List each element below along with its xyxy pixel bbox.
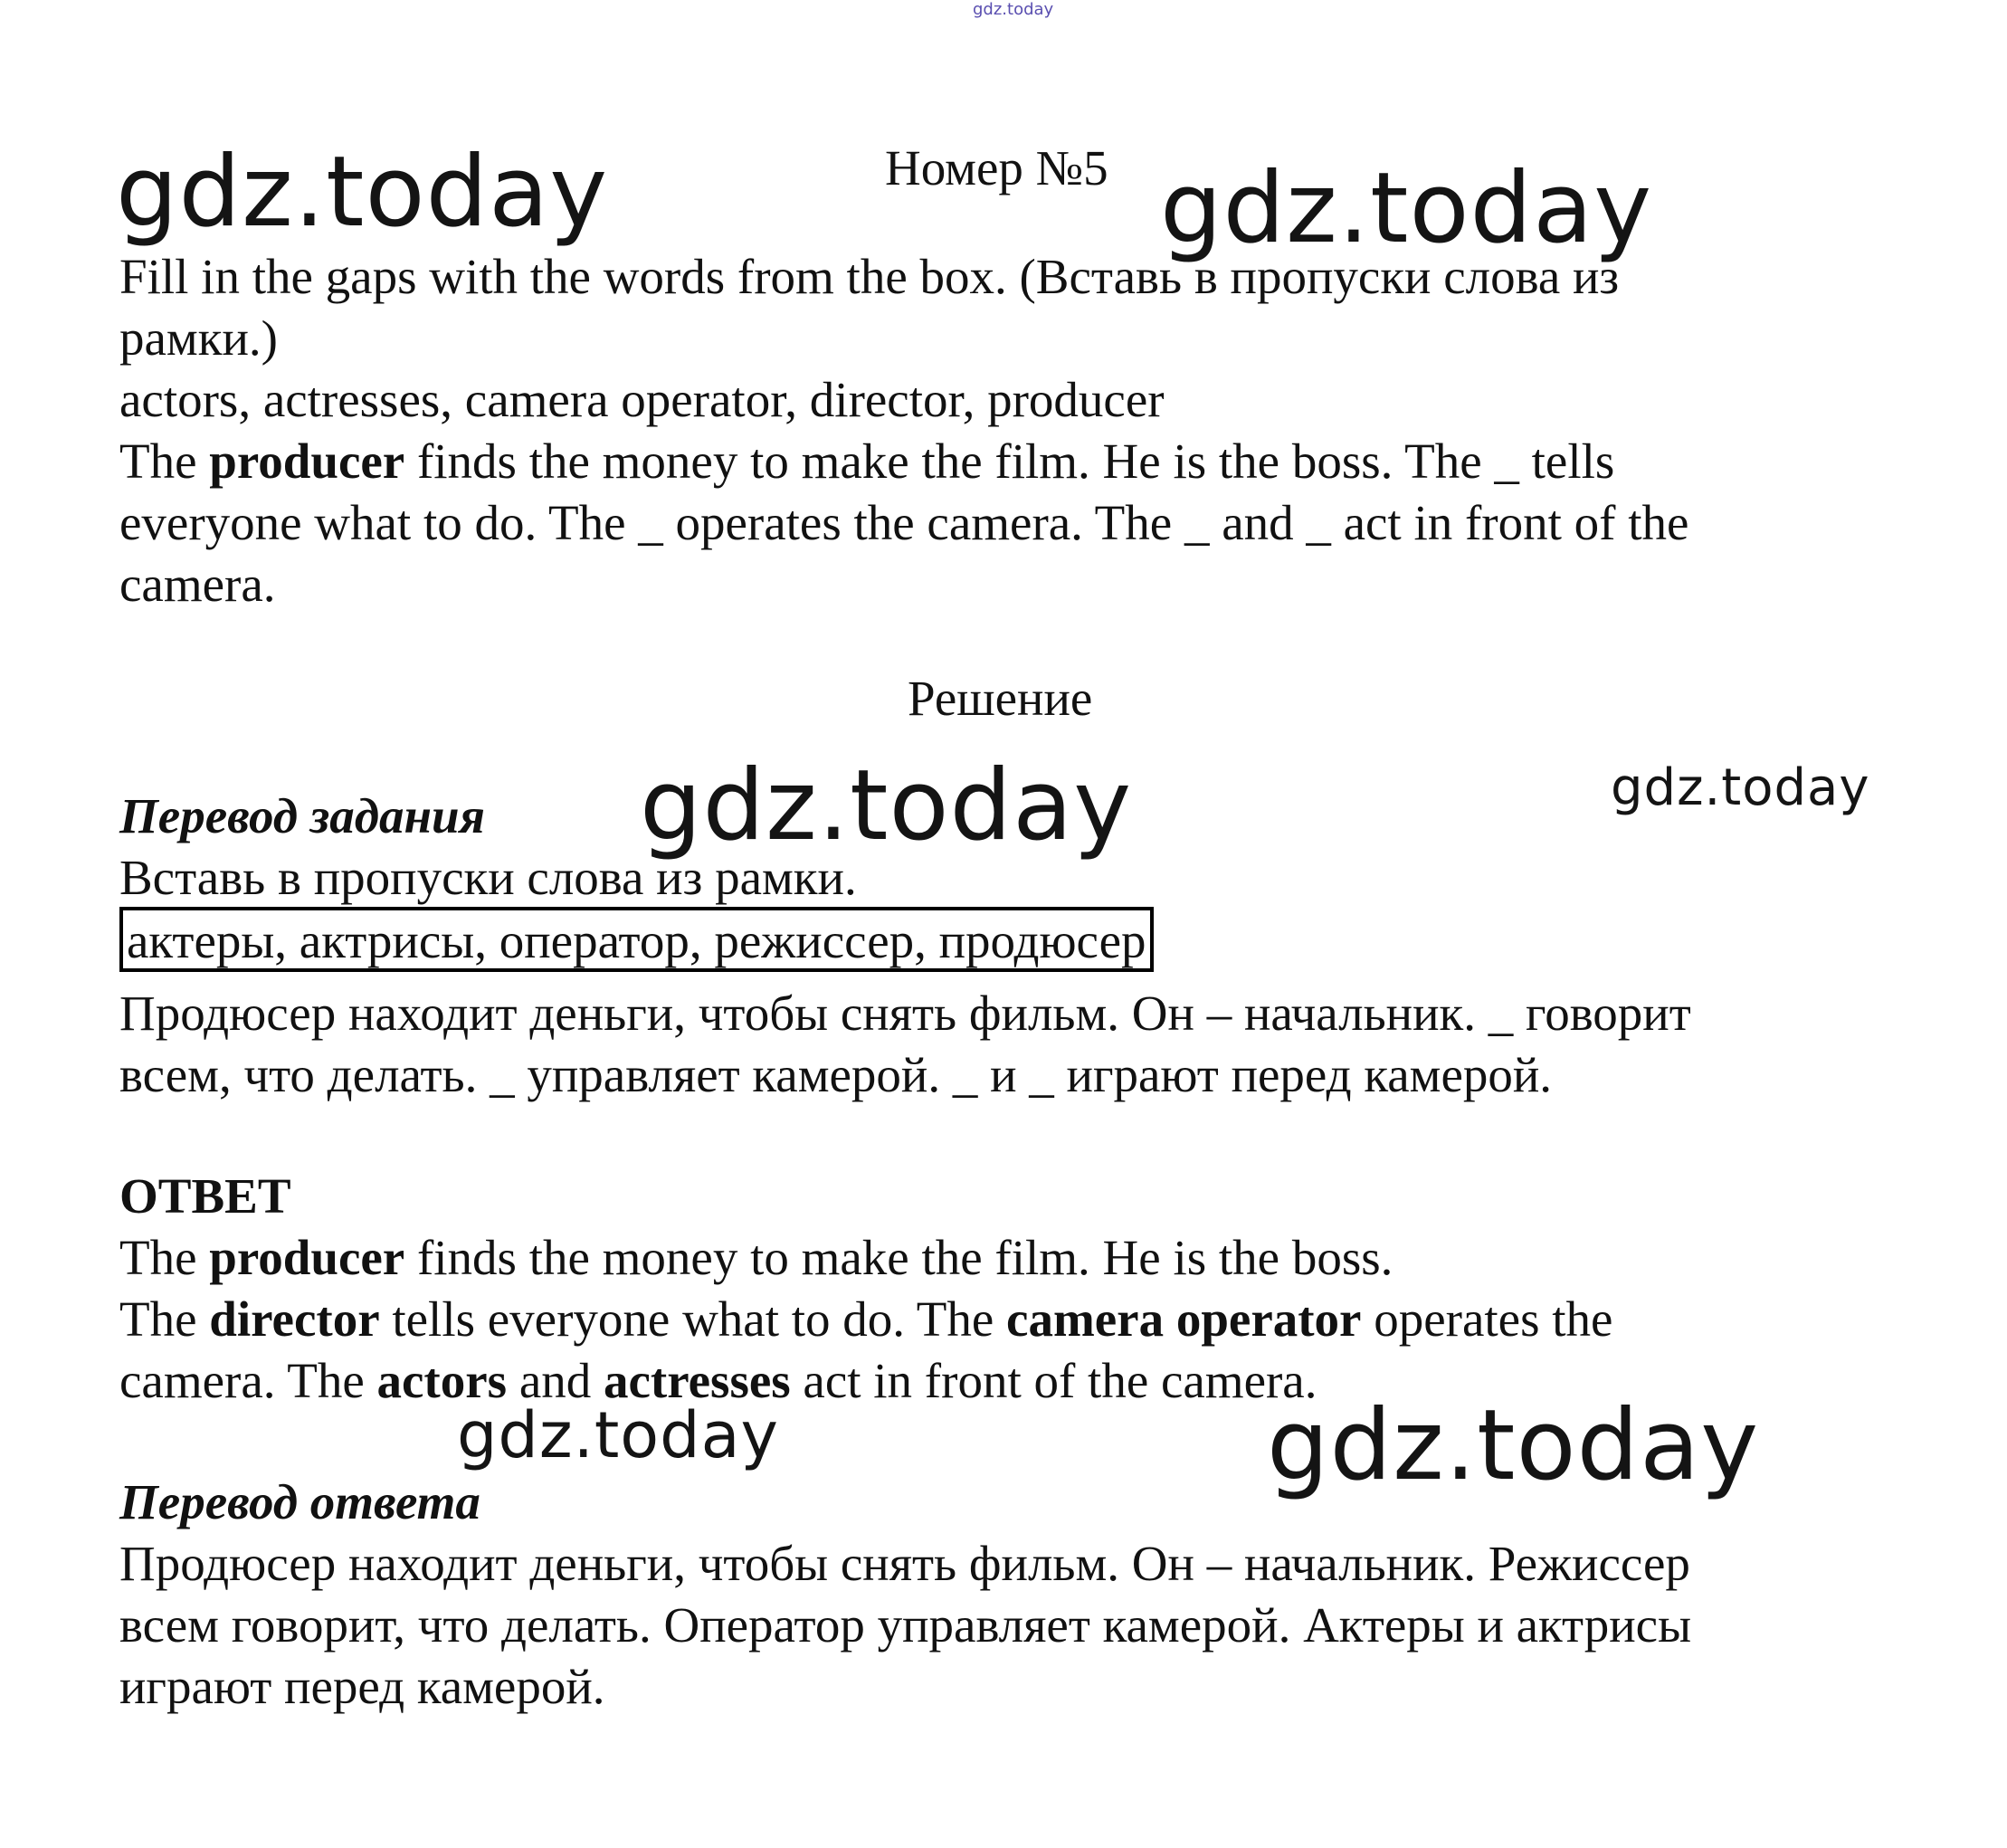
watermark: gdz.today xyxy=(116,136,609,249)
task-instruction-line-2: рамки.) xyxy=(119,310,278,366)
watermark: gdz.today xyxy=(640,749,1133,862)
watermark: gdz.today xyxy=(1267,1389,1760,1502)
answer-translation-line-1: Продюсер находит деньги, чтобы снять фильм. Он – начальник. Режиссер xyxy=(119,1536,1690,1591)
task-translation-heading: Перевод задания xyxy=(119,788,485,843)
answer-heading: ОТВЕТ xyxy=(119,1168,291,1224)
watermark-top: gdz.today xyxy=(973,0,1054,19)
task-instruction-line-1: Fill in the gaps with the words from the box. (Вставь в пропуски слова из xyxy=(119,249,1620,304)
watermark: gdz.today xyxy=(1160,152,1653,265)
answer-translation-line-3: играют перед камерой. xyxy=(119,1659,605,1714)
task-translation-text-line-2: всем, что делать. _ управляет камерой. _ и _ играют перед камерой. xyxy=(119,1047,1553,1102)
exercise-number-title: Номер №5 xyxy=(885,140,1108,195)
answer-line-2: The director tells everyone what to do. The camera operator operates the xyxy=(119,1291,1613,1347)
watermark: gdz.today xyxy=(457,1398,779,1472)
answer-line-1: The producer finds the money to make the film. He is the boss. xyxy=(119,1230,1393,1285)
task-word-list: actors, actresses, camera operator, director, producer xyxy=(119,372,1165,427)
solution-title: Решение xyxy=(908,671,1093,726)
answer-translation-line-2: всем говорит, что делать. Оператор управляет камерой. Актеры и актрисы xyxy=(119,1597,1692,1653)
task-text-line-2: everyone what to do. The _ operates the camera. The _ and _ act in front of the xyxy=(119,495,1689,550)
task-text-line-1: The producer finds the money to make the film. He is the boss. The _ tells xyxy=(119,433,1615,489)
task-translation-instruction: Вставь в пропуски слова из рамки. xyxy=(119,850,857,905)
answer-line-3: camera. The actors and actresses act in front of the camera. xyxy=(119,1353,1317,1408)
watermark: gdz.today xyxy=(1611,758,1870,817)
task-translation-text-line-1: Продюсер находит деньги, чтобы снять фильм. Он – начальник. _ говорит xyxy=(119,986,1691,1041)
task-text-line-3: camera. xyxy=(119,557,276,612)
answer-translation-heading: Перевод ответа xyxy=(119,1474,480,1529)
translation-word-box: актеры, актрисы, оператор, режиссер, продюсер xyxy=(119,907,1154,972)
